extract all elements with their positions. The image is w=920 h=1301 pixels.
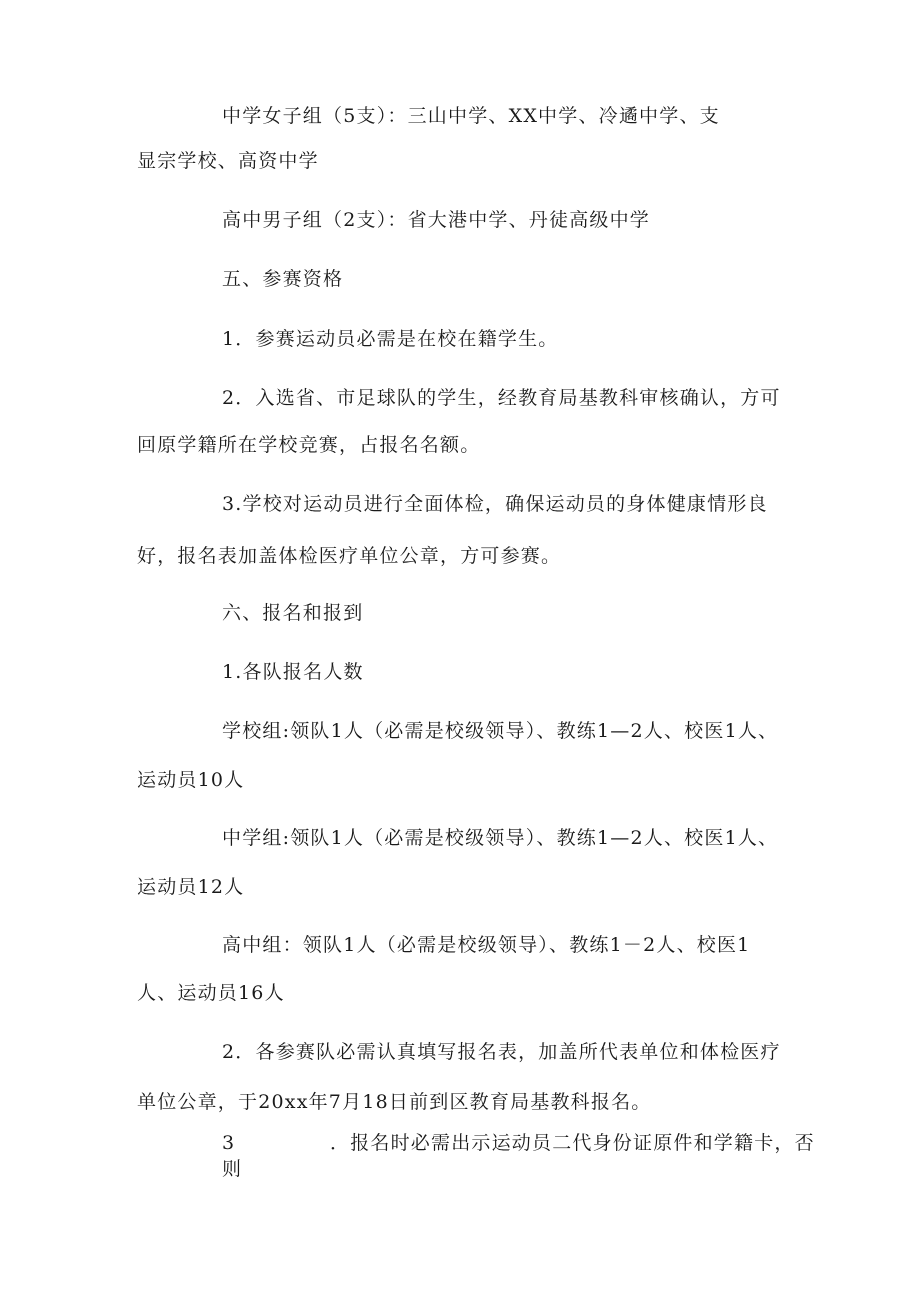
school-group-quota: 学校组:领队1人（必需是校级领导）、教练1—2人、校医1人、	[222, 720, 779, 742]
school-group-quota-cont: 运动员10人	[137, 769, 245, 791]
high-group-quota: 高中组：领队1人（必需是校级领导）、教练1－2人、校医1	[222, 934, 751, 956]
registration-item-1: 1.各队报名人数	[222, 661, 364, 683]
registration-item-2: 2．各参赛队必需认真填写报名表，加盖所代表单位和体检医疗	[222, 1041, 781, 1063]
middle-group-quota: 中学组:领队1人（必需是校级领导）、教练1—2人、校医1人、	[222, 827, 779, 849]
middle-group-quota-cont: 运动员12人	[137, 876, 245, 898]
registration-item-2-cont: 单位公章，于20xx年7月18日前到区教育局基教科报名。	[137, 1091, 652, 1113]
eligibility-item-3-cont: 好，报名表加盖体检医疗单位公章，方可参赛。	[137, 545, 562, 567]
registration-item-3-number: 3	[222, 1132, 236, 1154]
eligibility-item-2: 2．入选省、市足球队的学生，经教育局基教科审核确认，方可	[222, 387, 781, 409]
registration-item-3-cont: 则	[222, 1158, 243, 1180]
eligibility-item-2-cont: 回原学籍所在学校竞赛，占报名名额。	[137, 434, 481, 456]
paragraph-high-school-boys: 高中男子组（2支）：省大港中学、丹徒高级中学	[222, 209, 650, 231]
eligibility-item-3: 3.学校对运动员进行全面体检，确保运动员的身体健康情形良	[222, 493, 768, 515]
paragraph-middle-school-girls: 中学女子组（5支）：三山中学、XX中学、冷遹中学、支	[222, 105, 720, 127]
registration-item-3: ．报名时必需出示运动员二代身份证原件和学籍卡，否	[330, 1132, 815, 1154]
section-heading-eligibility: 五、参赛资格	[222, 268, 344, 290]
high-group-quota-cont: 人、运动员16人	[137, 982, 285, 1004]
section-heading-registration: 六、报名和报到	[222, 602, 364, 624]
paragraph-middle-school-girls-cont: 显宗学校、高资中学	[137, 150, 319, 172]
eligibility-item-1: 1．参赛运动员必需是在校在籍学生。	[222, 328, 559, 350]
